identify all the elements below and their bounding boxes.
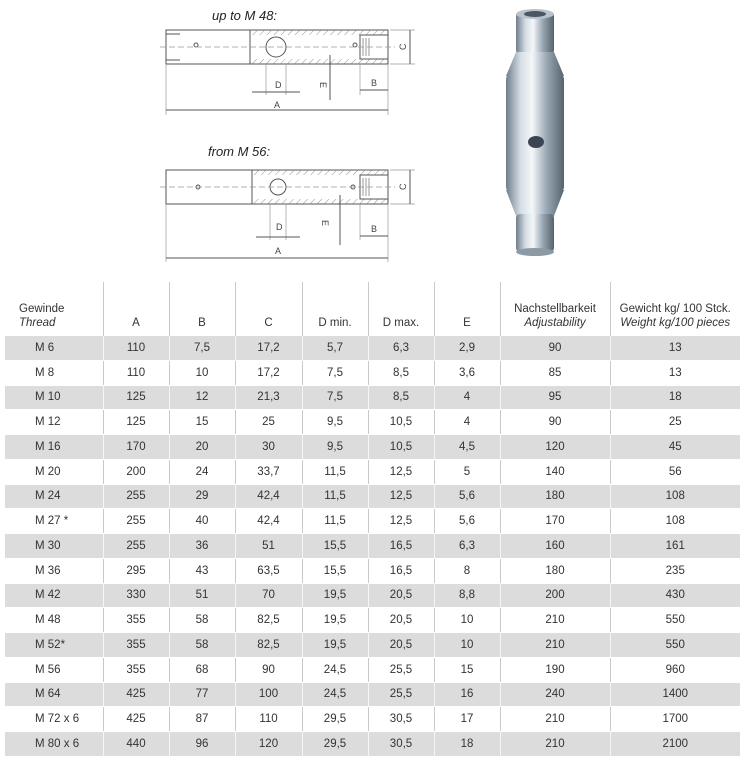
column-header-main: E	[463, 317, 471, 329]
table-cell: 58	[169, 608, 235, 633]
table-cell: 40	[169, 509, 235, 534]
table-cell: 4,5	[434, 435, 500, 460]
table-row	[5, 583, 740, 608]
table-cell: 550	[610, 608, 740, 633]
table-cell: 7,5	[169, 336, 235, 360]
table-cell: 550	[610, 633, 740, 658]
table-row	[5, 484, 740, 509]
column-header	[5, 282, 103, 336]
table-cell: 19,5	[302, 583, 368, 608]
table-cell: 210	[500, 633, 610, 658]
table-cell: 10	[169, 360, 235, 385]
table-cell: 355	[103, 608, 169, 633]
table-cell: 12,5	[368, 459, 434, 484]
table-cell: 45	[610, 435, 740, 460]
table-cell: 210	[500, 707, 610, 732]
table-cell: 42,4	[235, 509, 302, 534]
thread-cell: M 56	[5, 657, 103, 682]
table-cell: 110	[103, 336, 169, 360]
column-header	[103, 282, 169, 336]
table-cell: 24,5	[302, 657, 368, 682]
table-cell: 255	[103, 534, 169, 559]
thread-cell: M 72 x 6	[5, 707, 103, 732]
table-cell: 9,5	[302, 435, 368, 460]
table-cell: 13	[610, 360, 740, 385]
table-cell: 25,5	[368, 657, 434, 682]
table-cell: 240	[500, 682, 610, 707]
table-cell: 77	[169, 682, 235, 707]
table-row	[5, 509, 740, 534]
column-header	[434, 282, 500, 336]
table-cell: 18	[434, 732, 500, 757]
table-cell: 15,5	[302, 534, 368, 559]
dim-label-d-bottom: D	[276, 222, 283, 232]
thread-cell: M 64	[5, 682, 103, 707]
table-cell: 29,5	[302, 732, 368, 757]
table-cell: 355	[103, 657, 169, 682]
table-cell: 2,9	[434, 336, 500, 360]
table-cell: 5,6	[434, 484, 500, 509]
thread-cell: M 80 x 6	[5, 732, 103, 757]
table-cell: 25,5	[368, 682, 434, 707]
column-header-sub: Thread	[19, 317, 56, 329]
dim-label-e-top: E	[318, 82, 328, 89]
table-cell: 200	[103, 459, 169, 484]
thread-cell: M 20	[5, 459, 103, 484]
table-cell: 355	[103, 633, 169, 658]
table-cell: 12	[169, 385, 235, 410]
technical-drawings	[160, 0, 430, 270]
table-cell: 120	[235, 732, 302, 757]
table-cell: 108	[610, 484, 740, 509]
table-cell: 108	[610, 509, 740, 534]
table-cell: 110	[235, 707, 302, 732]
table-cell: 3,6	[434, 360, 500, 385]
table-cell: 56	[610, 459, 740, 484]
table-cell: 210	[500, 608, 610, 633]
table-cell: 8,5	[368, 385, 434, 410]
table-cell: 24	[169, 459, 235, 484]
thread-cell: M 24	[5, 484, 103, 509]
table-row	[5, 657, 740, 682]
table-row	[5, 707, 740, 732]
column-header-main: D min.	[318, 317, 352, 329]
table-cell: 7,5	[302, 360, 368, 385]
table-cell: 43	[169, 558, 235, 583]
thread-cell: M 30	[5, 534, 103, 559]
table-cell: 20,5	[368, 633, 434, 658]
table-row	[5, 732, 740, 757]
column-header-sub: Adjustability	[524, 317, 586, 329]
table-row	[5, 682, 740, 707]
column-header	[610, 282, 740, 336]
table-cell: 11,5	[302, 484, 368, 509]
thread-cell: M 10	[5, 385, 103, 410]
table-cell: 58	[169, 633, 235, 658]
drawing-up-to-m48	[160, 30, 415, 115]
table-cell: 10	[434, 608, 500, 633]
table-cell: 1700	[610, 707, 740, 732]
column-header	[368, 282, 434, 336]
table-cell: 5,6	[434, 509, 500, 534]
column-header-main: B	[198, 317, 206, 329]
product-photo	[490, 4, 590, 260]
table-cell: 68	[169, 657, 235, 682]
caption-from-m56: from M 56:	[208, 144, 271, 159]
table-cell: 5,7	[302, 336, 368, 360]
table-cell: 11,5	[302, 459, 368, 484]
table-cell: 8	[434, 558, 500, 583]
table-cell: 16,5	[368, 534, 434, 559]
table-cell: 15,5	[302, 558, 368, 583]
table-cell: 161	[610, 534, 740, 559]
dim-label-a-top: A	[274, 100, 281, 110]
spec-table	[5, 282, 740, 757]
table-cell: 140	[500, 459, 610, 484]
column-header-main: Gewinde	[19, 303, 65, 315]
table-cell: 95	[500, 385, 610, 410]
table-cell: 180	[500, 558, 610, 583]
table-row	[5, 385, 740, 410]
table-cell: 180	[500, 484, 610, 509]
thread-cell: M 52*	[5, 633, 103, 658]
table-cell: 17,2	[235, 336, 302, 360]
dim-label-c-bottom: C	[398, 183, 408, 190]
table-cell: 20,5	[368, 608, 434, 633]
table-cell: 255	[103, 484, 169, 509]
table-cell: 82,5	[235, 608, 302, 633]
table-cell: 10,5	[368, 435, 434, 460]
thread-cell: M 48	[5, 608, 103, 633]
drawing-from-m56	[160, 170, 415, 262]
table-header-row	[5, 282, 740, 336]
table-cell: 120	[500, 435, 610, 460]
table-cell: 33,7	[235, 459, 302, 484]
caption-up-to-m48: up to M 48:	[212, 8, 278, 23]
table-row	[5, 534, 740, 559]
column-header-main: A	[132, 317, 140, 329]
dim-label-b-top: B	[371, 78, 378, 88]
table-cell: 13	[610, 336, 740, 360]
table-row	[5, 558, 740, 583]
table-cell: 25	[610, 410, 740, 435]
table-cell: 21,3	[235, 385, 302, 410]
table-cell: 5	[434, 459, 500, 484]
table-cell: 425	[103, 707, 169, 732]
table-cell: 29	[169, 484, 235, 509]
table-cell: 9,5	[302, 410, 368, 435]
table-cell: 15	[434, 657, 500, 682]
table-row	[5, 459, 740, 484]
table-cell: 90	[235, 657, 302, 682]
table-cell: 170	[500, 509, 610, 534]
table-cell: 6,3	[368, 336, 434, 360]
table-row	[5, 336, 740, 360]
table-cell: 16	[434, 682, 500, 707]
table-cell: 425	[103, 682, 169, 707]
table-row	[5, 435, 740, 460]
table-cell: 200	[500, 583, 610, 608]
column-header-main: Gewicht kg/ 100 Stck.	[619, 303, 731, 315]
table-cell: 160	[500, 534, 610, 559]
table-cell: 70	[235, 583, 302, 608]
table-cell: 82,5	[235, 633, 302, 658]
table-cell: 20,5	[368, 583, 434, 608]
thread-cell: M 42	[5, 583, 103, 608]
table-cell: 12,5	[368, 484, 434, 509]
column-header-main: C	[264, 317, 273, 329]
table-cell: 11,5	[302, 509, 368, 534]
table-cell: 15	[169, 410, 235, 435]
column-header-sub: Weight kg/100 pieces	[620, 317, 731, 329]
table-cell: 51	[169, 583, 235, 608]
table-cell: 110	[103, 360, 169, 385]
table-cell: 30	[235, 435, 302, 460]
table-cell: 430	[610, 583, 740, 608]
column-header-main: Nachstellbarkeit	[514, 303, 596, 315]
column-header-main: D max.	[382, 317, 420, 329]
thread-cell: M 6	[5, 336, 103, 360]
table-cell: 170	[103, 435, 169, 460]
table-cell: 125	[103, 410, 169, 435]
table-cell: 19,5	[302, 633, 368, 658]
dim-label-d-top: D	[275, 80, 282, 90]
thread-cell: M 27 *	[5, 509, 103, 534]
table-cell: 20	[169, 435, 235, 460]
thread-cell: M 36	[5, 558, 103, 583]
column-header	[169, 282, 235, 336]
table-cell: 125	[103, 385, 169, 410]
table-cell: 440	[103, 732, 169, 757]
column-header	[302, 282, 368, 336]
column-header	[235, 282, 302, 336]
table-cell: 90	[500, 336, 610, 360]
table-row	[5, 360, 740, 385]
thread-cell: M 8	[5, 360, 103, 385]
table-cell: 12,5	[368, 509, 434, 534]
table-cell: 63,5	[235, 558, 302, 583]
table-cell: 42,4	[235, 484, 302, 509]
table-cell: 295	[103, 558, 169, 583]
table-cell: 17	[434, 707, 500, 732]
table-cell: 190	[500, 657, 610, 682]
table-cell: 6,3	[434, 534, 500, 559]
column-header	[500, 282, 610, 336]
table-cell: 17,2	[235, 360, 302, 385]
dim-label-e-bottom: E	[320, 220, 330, 227]
table-cell: 25	[235, 410, 302, 435]
table-cell: 2100	[610, 732, 740, 757]
table-cell: 330	[103, 583, 169, 608]
table-cell: 18	[610, 385, 740, 410]
table-cell: 4	[434, 410, 500, 435]
table-cell: 255	[103, 509, 169, 534]
table-cell: 87	[169, 707, 235, 732]
table-row	[5, 410, 740, 435]
table-cell: 51	[235, 534, 302, 559]
table-cell: 24,5	[302, 682, 368, 707]
table-cell: 90	[500, 410, 610, 435]
table-cell: 36	[169, 534, 235, 559]
table-cell: 16,5	[368, 558, 434, 583]
table-cell: 85	[500, 360, 610, 385]
table-cell: 10	[434, 633, 500, 658]
table-cell: 210	[500, 732, 610, 757]
table-cell: 960	[610, 657, 740, 682]
table-cell: 30,5	[368, 732, 434, 757]
table-cell: 96	[169, 732, 235, 757]
table-row	[5, 608, 740, 633]
table-cell: 19,5	[302, 608, 368, 633]
table-cell: 7,5	[302, 385, 368, 410]
table-body	[5, 336, 740, 756]
table-cell: 235	[610, 558, 740, 583]
table-cell: 8,5	[368, 360, 434, 385]
dim-label-b-bottom: B	[371, 224, 378, 234]
thread-cell: M 12	[5, 410, 103, 435]
table-cell: 1400	[610, 682, 740, 707]
table-row	[5, 633, 740, 658]
table-cell: 8,8	[434, 583, 500, 608]
table-cell: 30,5	[368, 707, 434, 732]
dim-label-c-top: C	[398, 43, 408, 50]
table-cell: 100	[235, 682, 302, 707]
dim-label-a-bottom: A	[275, 246, 282, 256]
table-cell: 4	[434, 385, 500, 410]
table-cell: 10,5	[368, 410, 434, 435]
thread-cell: M 16	[5, 435, 103, 460]
table-cell: 29,5	[302, 707, 368, 732]
